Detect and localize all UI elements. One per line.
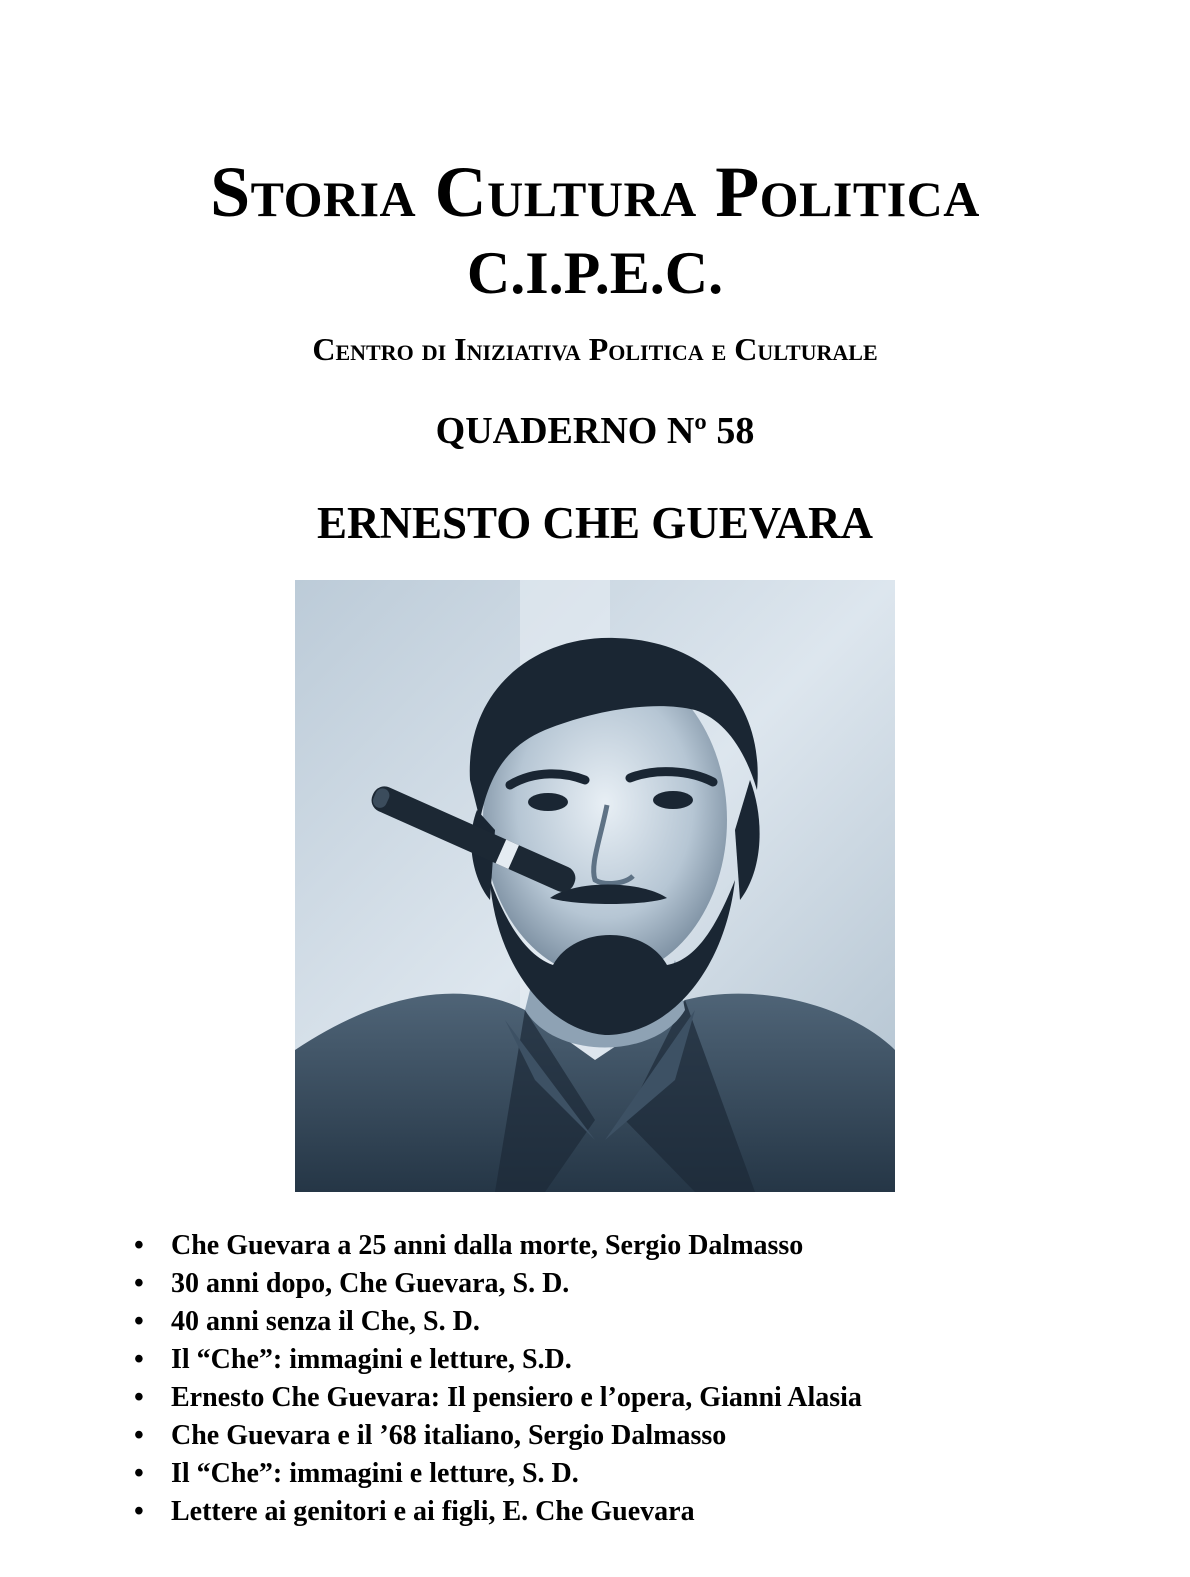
- issue-number: QUADERNO Nº 58: [435, 410, 755, 452]
- list-item-text: 30 anni dopo, Che Guevara, S. D.: [171, 1268, 570, 1299]
- bullet-icon: •: [134, 1496, 144, 1527]
- list-item: [130, 1417, 1090, 1455]
- portrait-photo: [295, 580, 895, 1192]
- list-item: [130, 1265, 1090, 1303]
- list-item-text: Ernesto Che Guevara: Il pensiero e l’opera, Gianni Alasia: [171, 1382, 862, 1413]
- organization-name: Centro di Iniziativa Politica e Culturale: [312, 331, 878, 367]
- list-item-text: Che Guevara a 25 anni dalla morte, Sergio Dalmasso: [171, 1230, 804, 1261]
- list-item: [130, 1455, 1090, 1493]
- issue-topic: ERNESTO CHE GUEVARA: [317, 498, 873, 548]
- list-item: [130, 1303, 1090, 1341]
- organization-acronym: C.I.P.E.C.: [466, 240, 724, 306]
- list-item: [130, 1341, 1090, 1379]
- list-item-text: Che Guevara e il ’68 italiano, Sergio Dalmasso: [171, 1420, 727, 1451]
- list-item-text: Il “Che”: immagini e letture, S.D.: [171, 1344, 572, 1375]
- bullet-icon: •: [134, 1382, 144, 1413]
- list-item-text: Lettere ai genitori e ai figli, E. Che Guevara: [171, 1496, 695, 1527]
- bullet-icon: •: [134, 1268, 144, 1299]
- list-item-text: Il “Che”: immagini e letture, S. D.: [171, 1458, 579, 1489]
- list-item-text: 40 anni senza il Che, S. D.: [171, 1306, 480, 1337]
- bullet-icon: •: [134, 1420, 144, 1451]
- bullet-icon: •: [134, 1230, 144, 1261]
- list-item: [130, 1493, 1090, 1531]
- list-item: [130, 1379, 1090, 1417]
- bullet-icon: •: [134, 1344, 144, 1375]
- list-item: [130, 1227, 1090, 1265]
- bullet-icon: •: [134, 1458, 144, 1489]
- contents-list: [130, 1227, 1090, 1531]
- portrait-photo-icon: [295, 580, 895, 1192]
- bullet-icon: •: [134, 1306, 144, 1337]
- journal-title: Storia Cultura Politica: [210, 152, 980, 232]
